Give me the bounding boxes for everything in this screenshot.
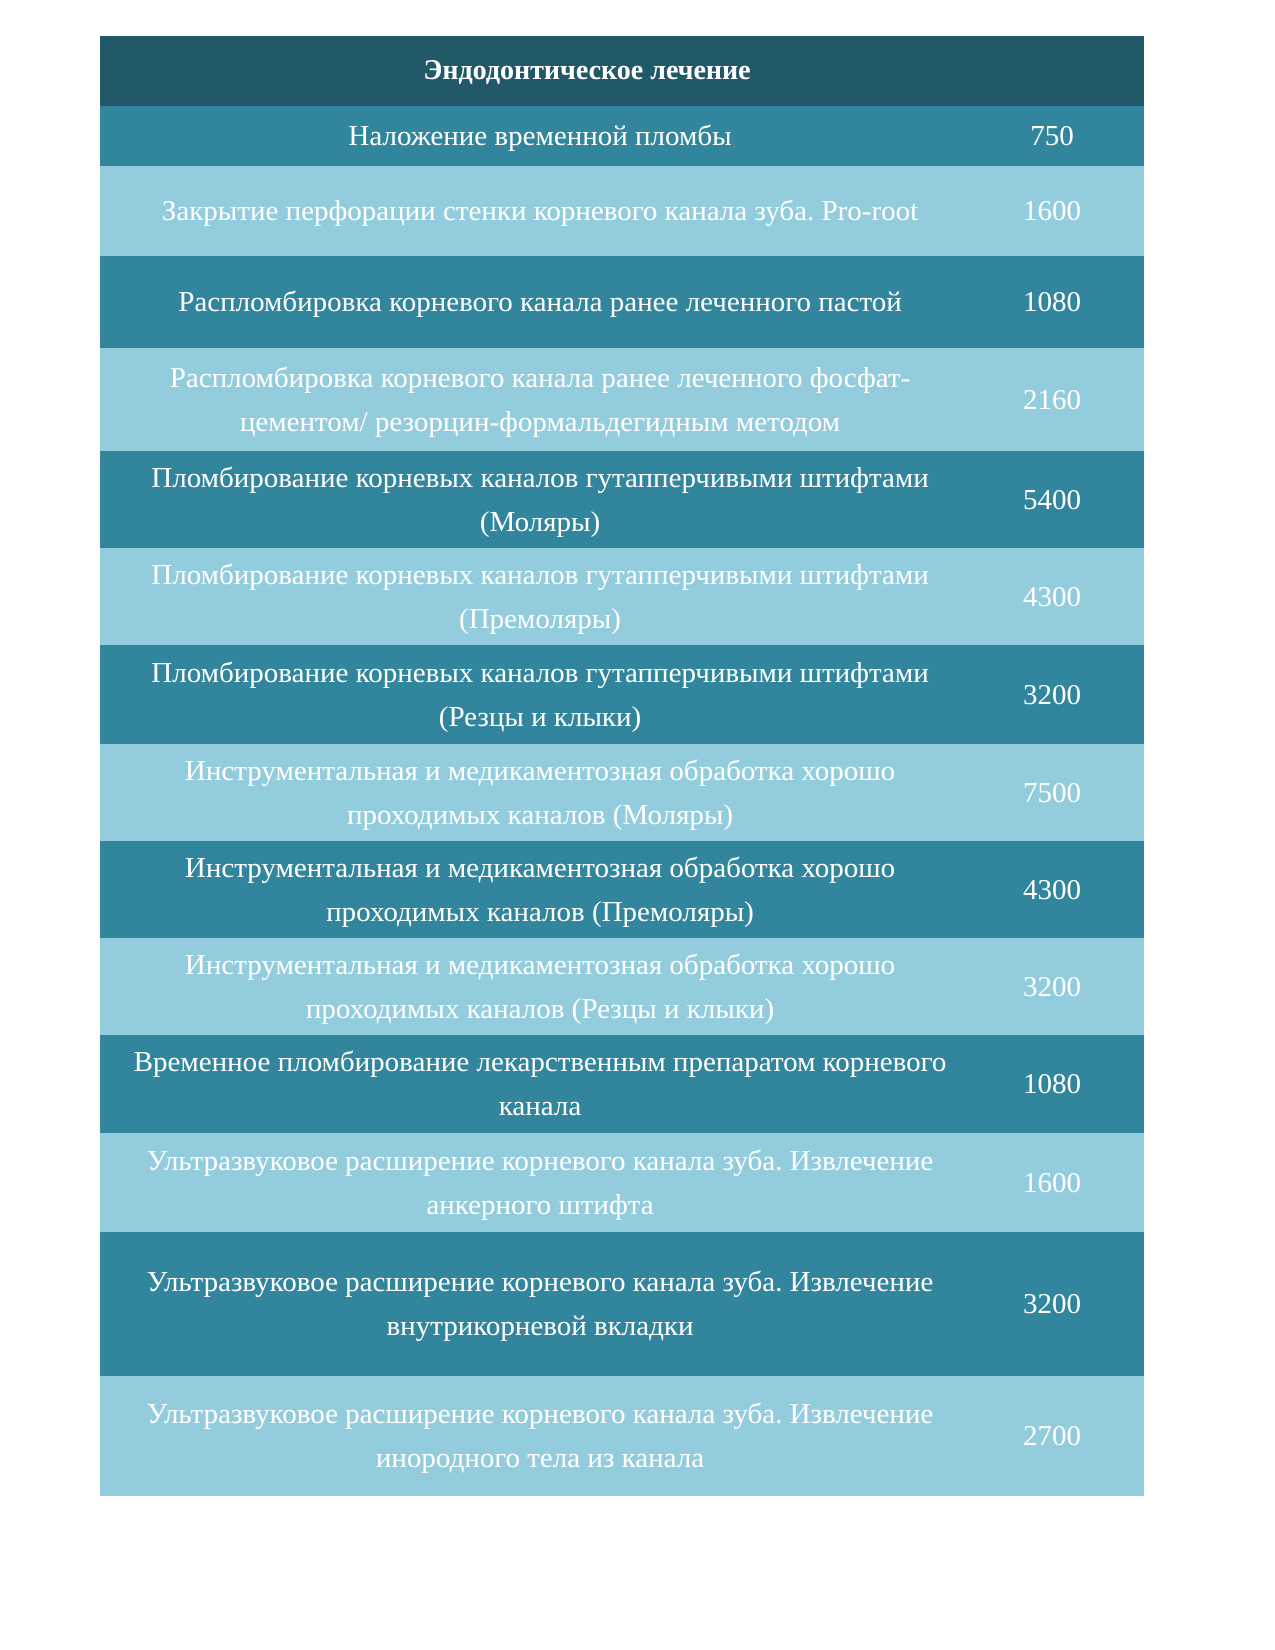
service-name: Наложение временной пломбы bbox=[348, 120, 732, 152]
service-price: 1080 bbox=[1023, 286, 1081, 318]
table-row bbox=[100, 1133, 1144, 1232]
table-title: Эндодонтическое лечение bbox=[423, 55, 751, 86]
service-price: 5400 bbox=[1023, 483, 1081, 516]
service-name: Пломбирование корневых каналов гутапперчивыми штифтами (Резцы и клыки) bbox=[151, 656, 929, 733]
service-price: 4300 bbox=[1023, 580, 1081, 613]
service-price: 3200 bbox=[1023, 678, 1081, 711]
table-row bbox=[100, 548, 1144, 645]
service-name: Инструментальная и медикаментозная обработка хорошо проходимых каналов (Резцы и клыки) bbox=[184, 948, 896, 1025]
table-row bbox=[100, 938, 1144, 1035]
service-price: 2160 bbox=[1023, 383, 1081, 416]
service-name: Временное пломбирование лекарственным препаратом корневого канала bbox=[133, 1046, 947, 1122]
service-name: Распломбировка корневого канала ранее леченного фосфат-цементом/ резорцин-формальдегидным методом bbox=[169, 361, 911, 438]
service-name: Инструментальная и медикаментозная обработка хорошо проходимых каналов (Премоляры) bbox=[184, 851, 896, 928]
service-price: 750 bbox=[1030, 120, 1074, 152]
service-price: 3200 bbox=[1023, 970, 1081, 1003]
service-name: Инструментальная и медикаментозная обработка хорошо проходимых каналов (Моляры) bbox=[184, 754, 896, 831]
table-row bbox=[100, 1376, 1144, 1496]
table-row bbox=[100, 106, 1144, 166]
table-row bbox=[100, 451, 1144, 548]
service-name: Ультразвуковое расширение корневого канала зуба. Извлечение внутрикорневой вкладки bbox=[146, 1266, 934, 1342]
table-row bbox=[100, 645, 1144, 744]
table-row bbox=[100, 348, 1144, 451]
service-name: Пломбирование корневых каналов гутапперчивыми штифтами (Премоляры) bbox=[151, 558, 929, 635]
service-price: 2700 bbox=[1023, 1420, 1081, 1452]
service-price: 1600 bbox=[1023, 1166, 1081, 1199]
service-name: Ультразвуковое расширение корневого канала зуба. Извлечение инородного тела из канала bbox=[146, 1398, 934, 1474]
service-name: Ультразвуковое расширение корневого канала зуба. Извлечение анкерного штифта bbox=[146, 1144, 934, 1221]
service-name: Закрытие перфорации стенки корневого канала зуба. Pro-root bbox=[161, 195, 919, 227]
table-row bbox=[100, 256, 1144, 348]
service-price: 3200 bbox=[1023, 1288, 1081, 1320]
table-row bbox=[100, 1035, 1144, 1133]
table-header bbox=[100, 36, 1144, 106]
table-row bbox=[100, 166, 1144, 256]
service-price: 1600 bbox=[1023, 195, 1081, 227]
table-row bbox=[100, 744, 1144, 841]
price-table bbox=[100, 36, 1144, 1496]
table-row bbox=[100, 1232, 1144, 1376]
service-price: 4300 bbox=[1023, 873, 1081, 906]
service-price: 7500 bbox=[1023, 776, 1081, 809]
service-price: 1080 bbox=[1023, 1068, 1081, 1100]
table-row bbox=[100, 841, 1144, 938]
service-name: Пломбирование корневых каналов гутапперчивыми штифтами (Моляры) bbox=[151, 461, 929, 538]
service-name: Распломбировка корневого канала ранее леченного пастой bbox=[178, 286, 902, 318]
